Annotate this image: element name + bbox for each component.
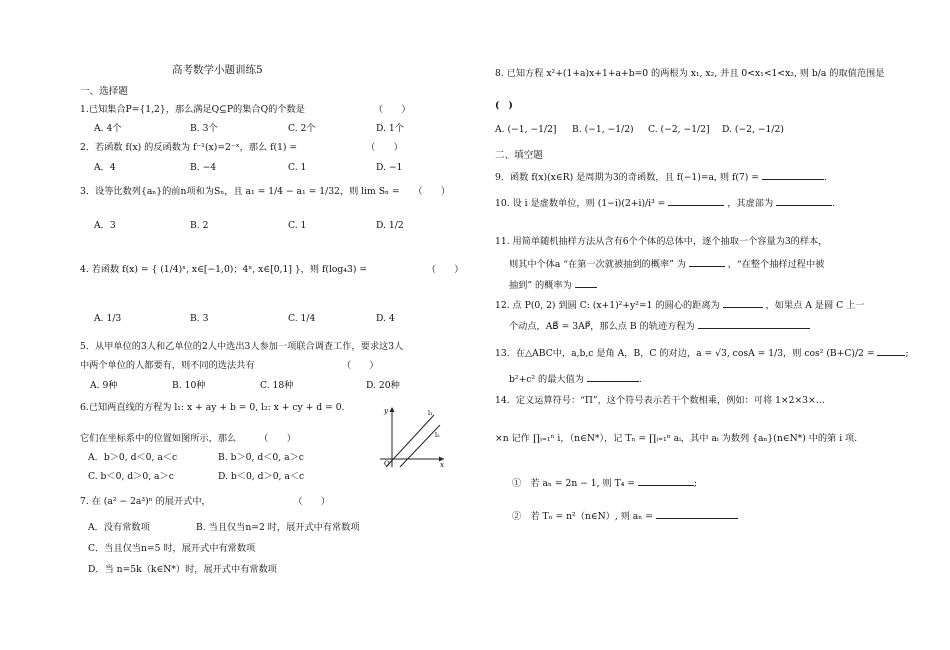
q4-option-c: C. 1/4 [288, 313, 316, 324]
q5-option-b: B. 10种 [172, 380, 206, 391]
q11-text-c: 抽到” 的概率为 [509, 280, 572, 291]
q7-option-c: C．当且仅当n=5 时，展开式中有常数项 [88, 543, 256, 554]
q4-option-a: A. 1/3 [94, 313, 122, 324]
q10-answer-blank[interactable] [668, 196, 724, 206]
q3-option-a: A．3 [94, 220, 116, 231]
question-14-sub-1: ① 若 aₙ = 2n − 1, 则 T₄ = ; [512, 478, 698, 489]
q11-blank-2[interactable] [575, 278, 597, 288]
q10-text: 10. 设 i 是虚数单位，则 (1−i)(2+i)/i³ = [495, 198, 666, 209]
q7-option-d: D．当 n=5k（k∈N*）时，展开式中有常数项 [88, 564, 277, 575]
question-4: 4. 若函数 f(x) = { (1/4)ˣ, x∈[−1,0)；4ˣ, x∈[0,1] }，则 f(log₄3) = （ ） [80, 264, 464, 275]
question-11-line-1: 11. 用简单随机抽样方法从含有6个个体的总体中，逐个抽取一个容量为3的样本， [495, 236, 828, 247]
q14-sub1-blank[interactable] [638, 476, 694, 486]
q3-option-c: C. 1 [288, 220, 307, 231]
q7-option-b: B. 当且仅当n=2 时，展开式中有常数项 [196, 522, 360, 533]
question-11-line-2 [509, 257, 824, 271]
q1-option-c: C. 2个 [288, 123, 316, 134]
q11-text-a: 则其中个体a “在第一次就被抽到的概率” 为 [509, 259, 686, 270]
q6-option-a: A．b＞0, d＜0, a＜c [88, 452, 178, 463]
q6-option-d: D. b＜0, d＞0, a＜c [218, 471, 305, 482]
q3-option-d: D. 1/2 [376, 220, 404, 231]
q5-option-d: D. 20种 [366, 380, 400, 391]
q11-text-b: ，“在整个抽样过程中被 [727, 259, 825, 270]
question-6-line-1: 6.已知两直线的方程为 l₁: x + ay + b = 0, l₂: x + cy + d = 0. [80, 402, 345, 413]
l2-label: l₂ [435, 431, 440, 439]
question-14-line-2: ×n 记作 ∏ᵢ₌₁ⁿ i，（n∈N*），记 Tₙ = ∏ᵢ₌₁ⁿ aᵢ，其中 aᵢ 为数列 {aₙ}(n∈N*) 中的第 i 项. [495, 433, 858, 444]
question-5-line-2: 中两个单位的人都要有，则不同的选法共有 （ ） [80, 360, 379, 371]
q4-option-b: B. 3 [190, 313, 209, 324]
q8-option-b: B. (−1, −1/2) [572, 124, 634, 135]
l1-label: l₁ [428, 409, 433, 417]
q1-option-d: D. 1个 [376, 123, 404, 134]
q7-option-a: A．没有常数项 [88, 522, 150, 533]
q4-option-d: D. 4 [376, 313, 395, 324]
y-axis-label: y [384, 407, 388, 415]
question-3: 3．设等比数列{aₙ}的前n项和为Sₙ，且 a₁ = 1/4 − a₁ = 1/32，则 lim Sₙ = （ ） [80, 186, 451, 197]
q5-option-a: A. 9种 [90, 380, 118, 391]
question-5-line-1: 5．从甲单位的3人和乙单位的2人中选出3人参加一项联合调查工作，要求这3人 [80, 341, 404, 352]
q13-blank-2[interactable] [587, 372, 639, 382]
q2-option-a: A．4 [94, 162, 116, 173]
q5-option-c: C. 18种 [260, 380, 294, 391]
question-8-line-2: ( ) [495, 100, 513, 111]
question-14-line-1: 14．定义运算符号：“Π”，这个符号表示若干个数相乘，例如：可将 1×2×3×… [495, 395, 825, 406]
q8-option-a: A. (−1, −1/2] [495, 124, 557, 135]
x-axis-label: x [440, 461, 444, 469]
q13-blank-1[interactable] [877, 346, 905, 356]
q2-option-d: D. −1 [376, 162, 403, 173]
q14-sub2-text: ② 若 Tₙ = n²（n∈N）, 则 aₙ = [512, 511, 653, 522]
q2-option-c: C. 1 [288, 162, 307, 173]
q8-option-c: C. (−2, −1/2] [648, 124, 710, 135]
q12-blank-2[interactable] [698, 319, 810, 329]
q14-sub1-text: ① 若 aₙ = 2n − 1, 则 T₄ = [512, 478, 635, 489]
section-fill-heading: 二、填空题 [495, 150, 543, 161]
q9-answer-blank[interactable] [762, 170, 824, 180]
question-14-sub-2 [512, 509, 738, 523]
question-2: 2．若函数 f(x) 的反函数为 f⁻¹(x)=2⁻ˣ，那么 f(1) = （ ） [80, 142, 403, 153]
q9-text: 9．函数 f(x)(x∈R) 是周期为3的奇函数，且 f(−1)=a, 则 f(7) = [495, 172, 759, 183]
question-12-line-2 [509, 319, 810, 333]
question-13-line-1: 13．在△ABC中，a,b,c 是角 A，B，C 的对边，a = √3, cosA = 1/3，则 cos² (B+C)/2 = ; [495, 348, 909, 359]
question-8-line-1: 8. 已知方程 x²+(1+a)x+1+a+b=0 的两根为 x₁, x₂, 并且 0<x₁<1<x₂, 则 b/a 的取值范围是 [495, 68, 885, 79]
question-12-line-1 [495, 298, 864, 312]
q12-blank-1[interactable] [723, 298, 763, 308]
q13-text-b: b²+c² 的最大值为 [509, 374, 584, 385]
question-6-line-2: 它们在坐标系中的位置如图所示，那么 （ ） [80, 433, 296, 444]
q6-line-graph [378, 403, 448, 469]
q6-option-c: C. b＜0, d＞0, a＞c [88, 471, 174, 482]
question-11-line-3 [509, 278, 597, 292]
q14-sub2-blank[interactable] [656, 509, 738, 519]
q8-option-d: D. (−2, −1/2) [722, 124, 784, 135]
q10-imag-text: ，其虚部为 [727, 198, 774, 209]
q12-text-b: ，如果点 A 是圆 C 上一 [765, 300, 865, 311]
question-10: 10. 设 i 是虚数单位，则 (1−i)(2+i)/i³ = ，其虚部为 . [495, 198, 835, 209]
q12-text-a: 12. 点 P(0, 2) 到圆 C: (x+1)²+y²=1 的圆心的距离为 [495, 300, 720, 311]
section-choice-heading: 一、选择题 [80, 86, 128, 97]
y-axis-arrow [390, 407, 395, 412]
q3-option-b: B. 2 [190, 220, 209, 231]
q13-text-a: 13．在△ABC中，a,b,c 是角 A，B，C 的对边，a = √3, cosA = 1/3，则 cos² (B+C)/2 = [495, 348, 875, 359]
question-1: 1.已知集合P={1,2}，那么满足Q⊆P的集合Q的个数是 （ ） [80, 104, 411, 115]
page-title: 高考数学小题训练5 [172, 64, 263, 76]
question-13-line-2: b²+c² 的最大值为 . [509, 374, 642, 385]
question-7: 7. 在 (a² − 2a³)ⁿ 的展开式中， （ ） [80, 496, 331, 507]
q6-option-b: B. b＞0, d＜0, a＞c [218, 452, 304, 463]
q2-option-b: B. −4 [190, 162, 217, 173]
q1-option-a: A. 4个 [94, 123, 122, 134]
q11-blank-1[interactable] [689, 257, 725, 267]
question-9: 9．函数 f(x)(x∈R) 是周期为3的奇函数，且 f(−1)=a, 则 f(7) = . [495, 172, 827, 183]
q12-text-c: 个动点，AB⃗ = 3AP⃗，那么点 B 的轨迹方程为 [509, 321, 695, 332]
q1-option-b: B. 3个 [190, 123, 218, 134]
q10-imag-blank[interactable] [776, 196, 832, 206]
origin-label: O [384, 460, 390, 468]
